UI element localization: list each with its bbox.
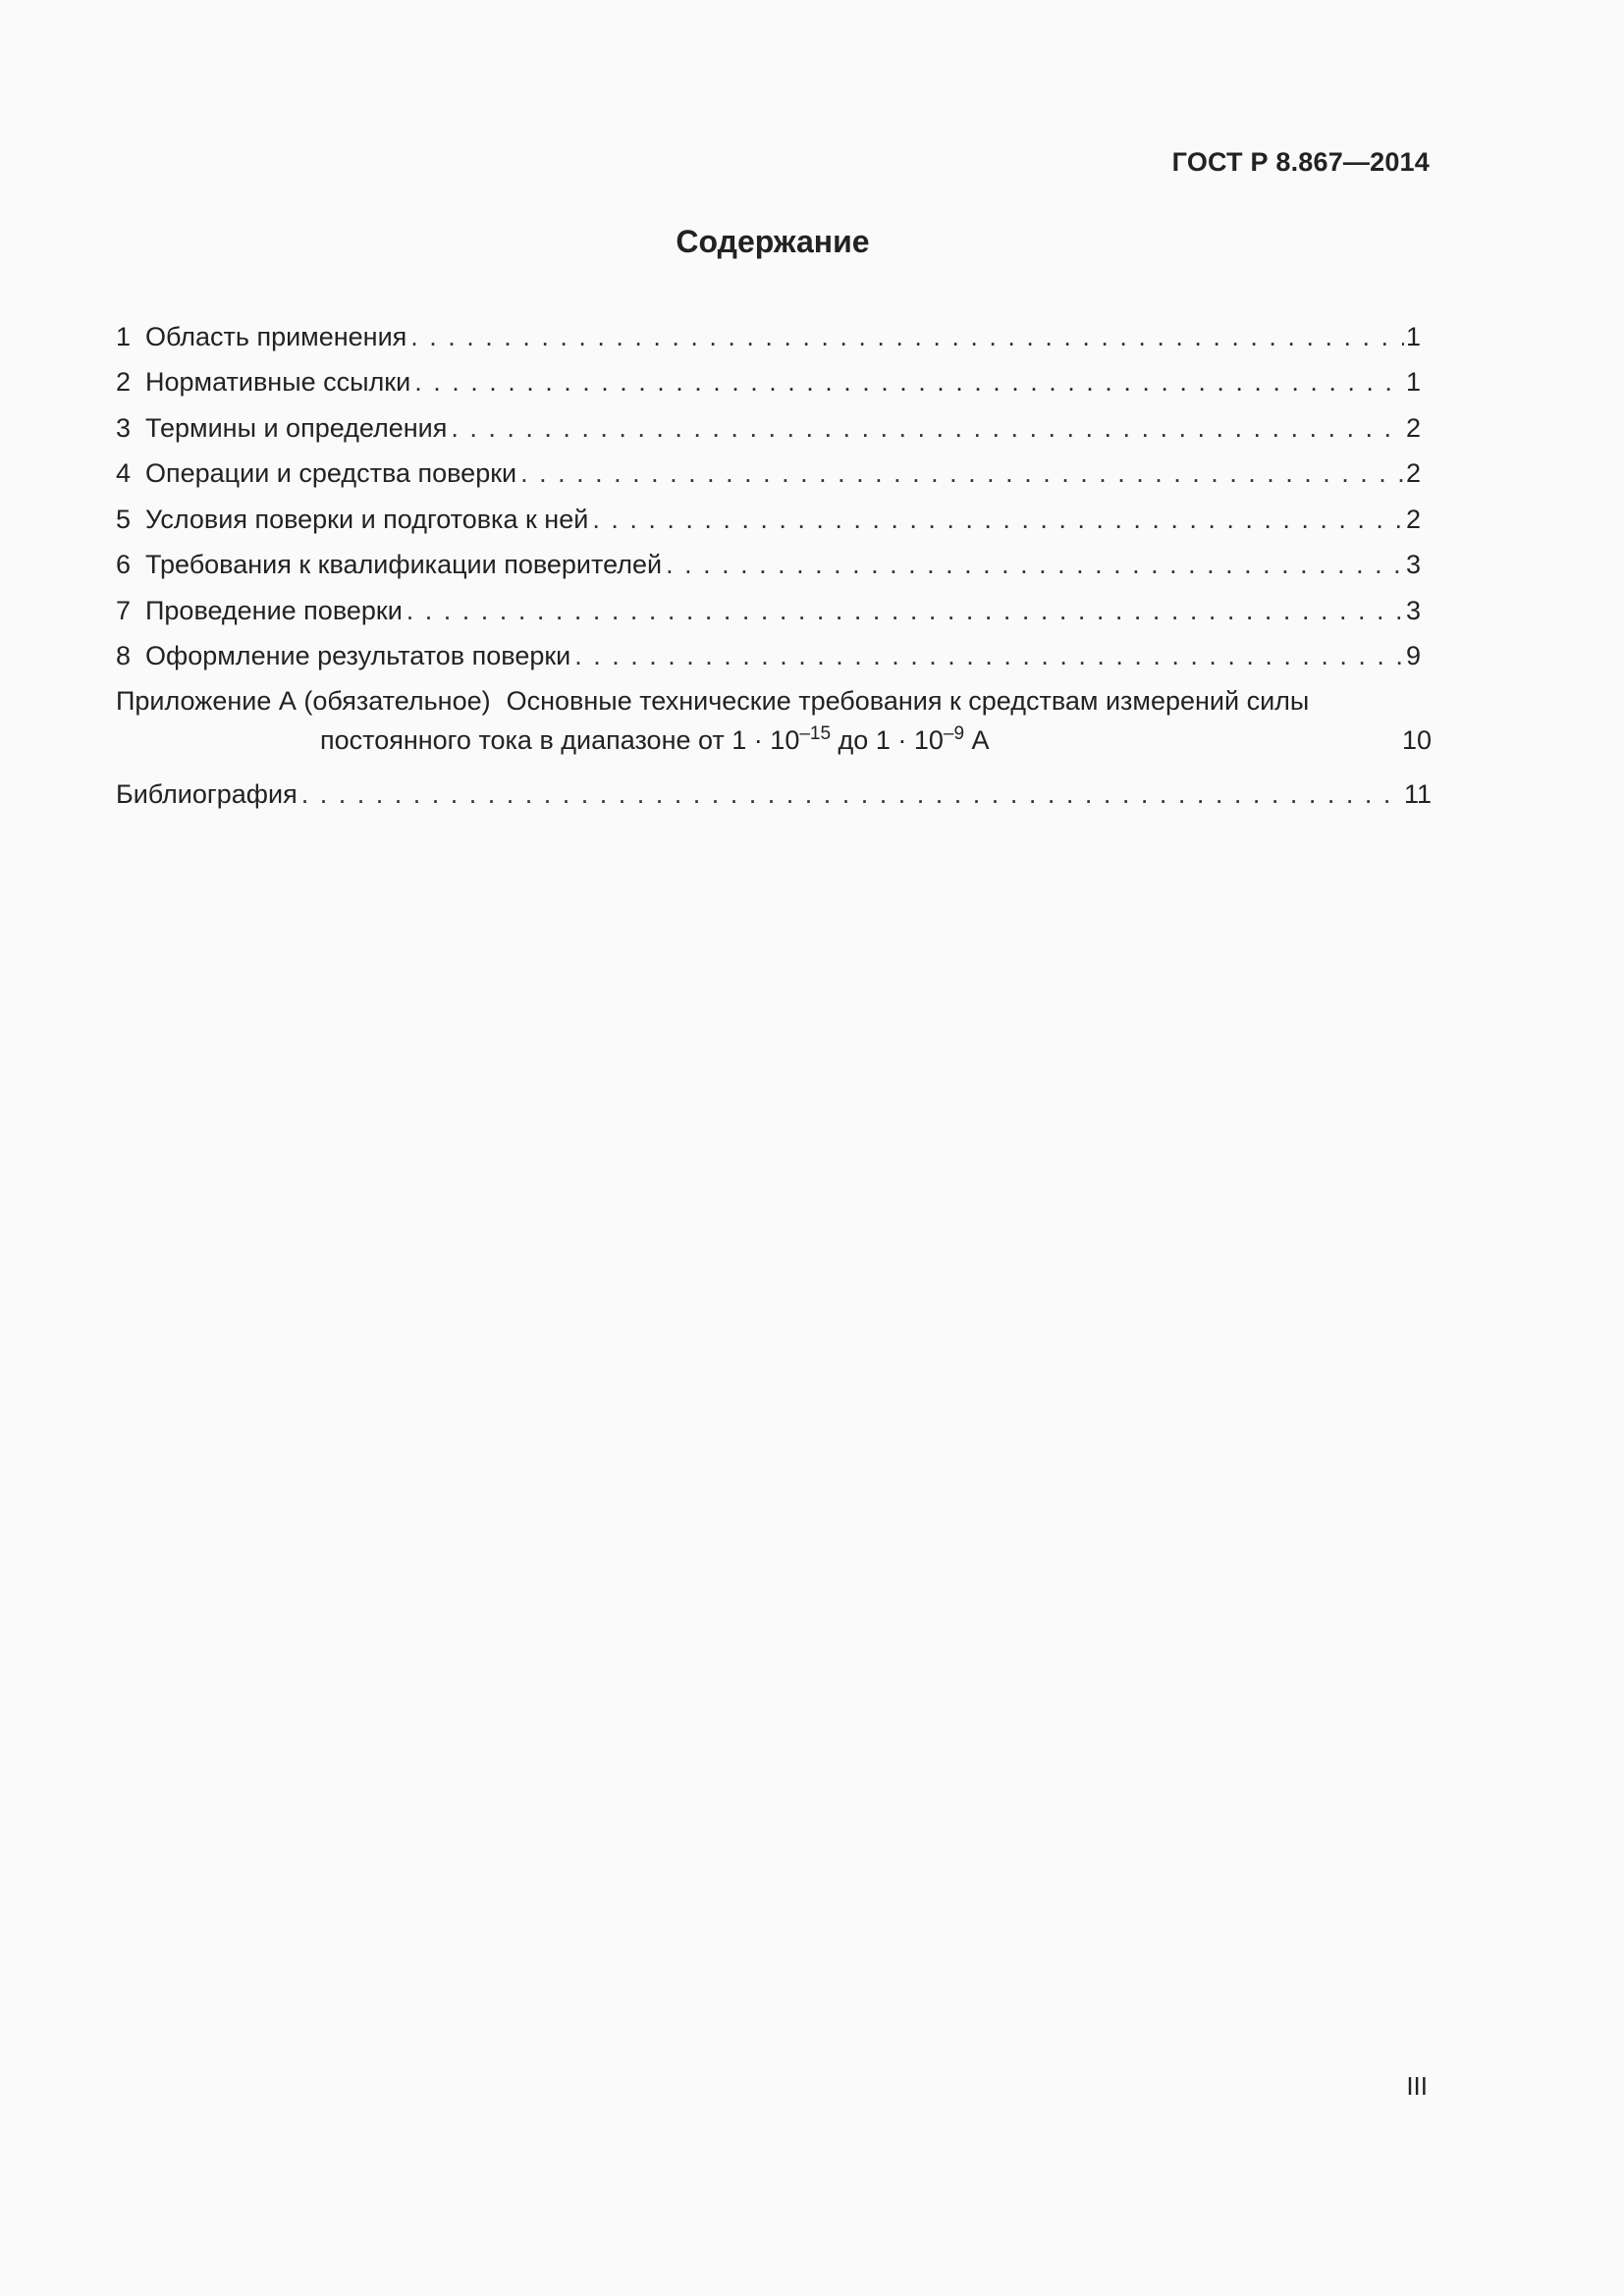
page-number: III bbox=[1406, 2071, 1428, 2101]
dot-leader bbox=[520, 458, 1404, 489]
toc-entry[interactable] bbox=[116, 489, 1432, 535]
appendix-title-line1: Основные технические требования к средствам измерений силы bbox=[506, 686, 1310, 716]
toc-entry-number: 4 bbox=[116, 458, 132, 488]
dot-leader bbox=[574, 641, 1404, 671]
toc-entry-number: 7 bbox=[116, 595, 132, 625]
toc-entry[interactable] bbox=[116, 306, 1432, 352]
toc-entry-page: 3 bbox=[1406, 550, 1422, 579]
toc-entry[interactable] bbox=[116, 352, 1432, 399]
toc-entry[interactable] bbox=[116, 626, 1432, 672]
dot-leader bbox=[414, 367, 1404, 398]
toc-bibliography-entry[interactable] bbox=[116, 764, 1432, 810]
toc-entry-title: Нормативные ссылки bbox=[145, 367, 411, 397]
table-of-contents bbox=[116, 306, 1432, 810]
toc-entry-page: 1 bbox=[1406, 367, 1422, 397]
dot-leader bbox=[592, 505, 1404, 535]
toc-entry-page: 9 bbox=[1406, 641, 1422, 670]
toc-entry-number: 3 bbox=[116, 412, 132, 443]
toc-entry-number: 1 bbox=[116, 321, 132, 351]
toc-entry-title: Проведение поверки bbox=[145, 595, 403, 625]
toc-entry-title: Требования к квалификации поверителей bbox=[145, 550, 663, 579]
document-code: ГОСТ Р 8.867—2014 bbox=[1171, 147, 1430, 177]
toc-entry-title: Область применения bbox=[145, 321, 407, 351]
dot-leader bbox=[406, 596, 1404, 626]
toc-appendix-entry[interactable] bbox=[116, 677, 1432, 756]
toc-entry-number: 5 bbox=[116, 504, 132, 534]
toc-entry-page: 2 bbox=[1406, 458, 1422, 488]
appendix-label: Приложение А (обязательное) bbox=[116, 686, 491, 716]
exponent: –15 bbox=[799, 723, 832, 744]
toc-entry-number: 8 bbox=[116, 641, 132, 670]
toc-entry[interactable] bbox=[116, 444, 1432, 490]
toc-entry-page: 10 bbox=[1401, 725, 1432, 755]
toc-entry-title: Оформление результатов поверки bbox=[145, 641, 571, 670]
toc-entry[interactable] bbox=[116, 398, 1432, 444]
toc-entry-page: 1 bbox=[1406, 321, 1422, 351]
toc-entry[interactable] bbox=[116, 580, 1432, 626]
toc-entry-page: 2 bbox=[1406, 412, 1422, 443]
exponent: –9 bbox=[943, 723, 965, 744]
toc-entry-title: Операции и средства поверки bbox=[145, 458, 517, 488]
toc-title: Содержание bbox=[676, 224, 870, 259]
toc-entry-title: Термины и определения bbox=[145, 412, 448, 443]
toc-entry-page: 3 bbox=[1406, 595, 1422, 625]
toc-entry-number: 2 bbox=[116, 367, 132, 397]
dot-leader bbox=[666, 550, 1404, 580]
appendix-title-line2: постоянного тока в диапазоне от $1 \cdot 10^{-15}$ до $1 \cdot 10^{-9}$ А bbox=[320, 723, 990, 755]
toc-entry-page: 11 bbox=[1403, 778, 1432, 809]
toc-entry-title: Условия поверки и подготовка к ней bbox=[145, 504, 589, 534]
dot-leader bbox=[301, 779, 1402, 810]
toc-entry[interactable] bbox=[116, 535, 1432, 581]
dot-leader bbox=[451, 413, 1404, 444]
toc-entry-page: 2 bbox=[1406, 504, 1422, 534]
dot-leader bbox=[410, 322, 1404, 352]
toc-entry-title: Библиография bbox=[116, 778, 298, 809]
toc-entry-number: 6 bbox=[116, 550, 132, 579]
